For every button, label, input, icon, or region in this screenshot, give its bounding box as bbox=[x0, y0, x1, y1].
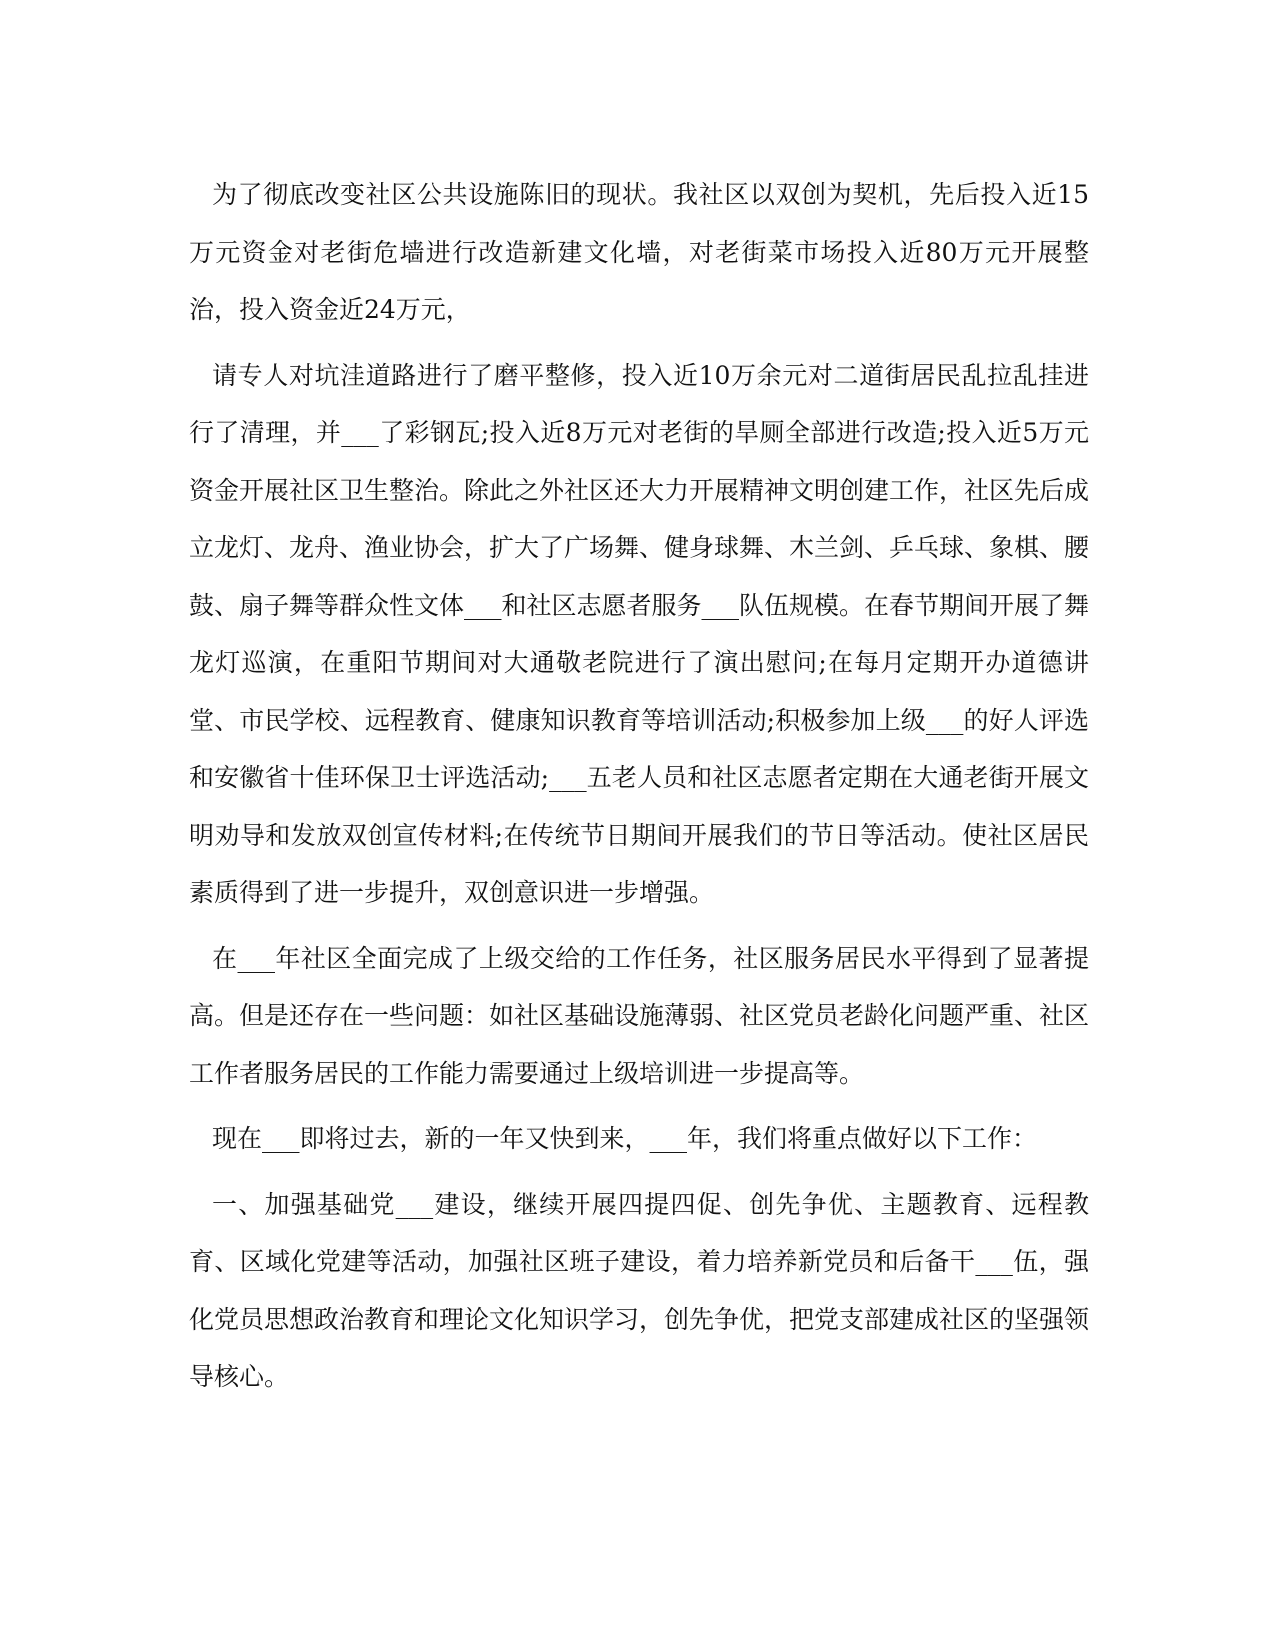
paragraph-3: 在___年社区全面完成了上级交给的工作任务，社区服务居民水平得到了显著提高。但是还存在一些问题：如社区基础设施薄弱、社区党员老龄化问题严重、社区工作者服务居民的工作能力需要通过上级培训进一步提高等。 bbox=[189, 943, 1090, 1088]
paragraph-1: 为了彻底改变社区公共设施陈旧的现状。我社区以双创为契机，先后投入近15万元资金对老街危墙进行改造新建文化墙，对老街菜市场投入近80万元开展整治，投入资金近24万元， bbox=[189, 180, 1089, 324]
paragraph-4: 现在___即将过去，新的一年又快到来，___年，我们将重点做好以下工作： bbox=[212, 1124, 1038, 1153]
paragraph-5: 一、加强基础党___建设，继续开展四提四促、创先争优、主题教育、远程教育、区域化党建等活动，加强社区班子建设，着力培养新党员和后备干___伍，强化党员思想政治教育和理论文化知识学习，创先争优，把党支部建成社区的坚强领导核心。 bbox=[189, 1189, 1090, 1391]
document-body bbox=[189, 166, 1089, 1406]
paragraph-2: 请专人对坑洼道路进行了磨平整修，投入近10万余元对二道街居民乱拉乱挂进行了清理，并___了彩钢瓦;投入近8万元对老街的旱厕全部进行改造;投入近5万元资金开展社区卫生整治。除此之外社区还大力开展精神文明创建工作，社区先后成立龙灯、龙舟、渔业协会，扩大了广场舞、健身球舞、木兰剑、乒乓球、象棋、腰鼓、扇子舞等群众性文体___和社区志愿者服务___队伍规模。在春节期间开展了舞龙灯巡演，在重阳节期间对大通敬老院进行了演出慰问;在每月定期开办道德讲堂、市民学校、远程教育、健康知识教育等培训活动;积极参加上级___的好人评选和安徽省十佳环保卫士评选活动;___五老人员和社区志愿者定期在大通老街开展文明劝导和发放双创宣传材料;在传统节日期间开展我们的节日等活动。使社区居民素质得到了进一步提升，双创意识进一步增强。 bbox=[189, 360, 1090, 907]
